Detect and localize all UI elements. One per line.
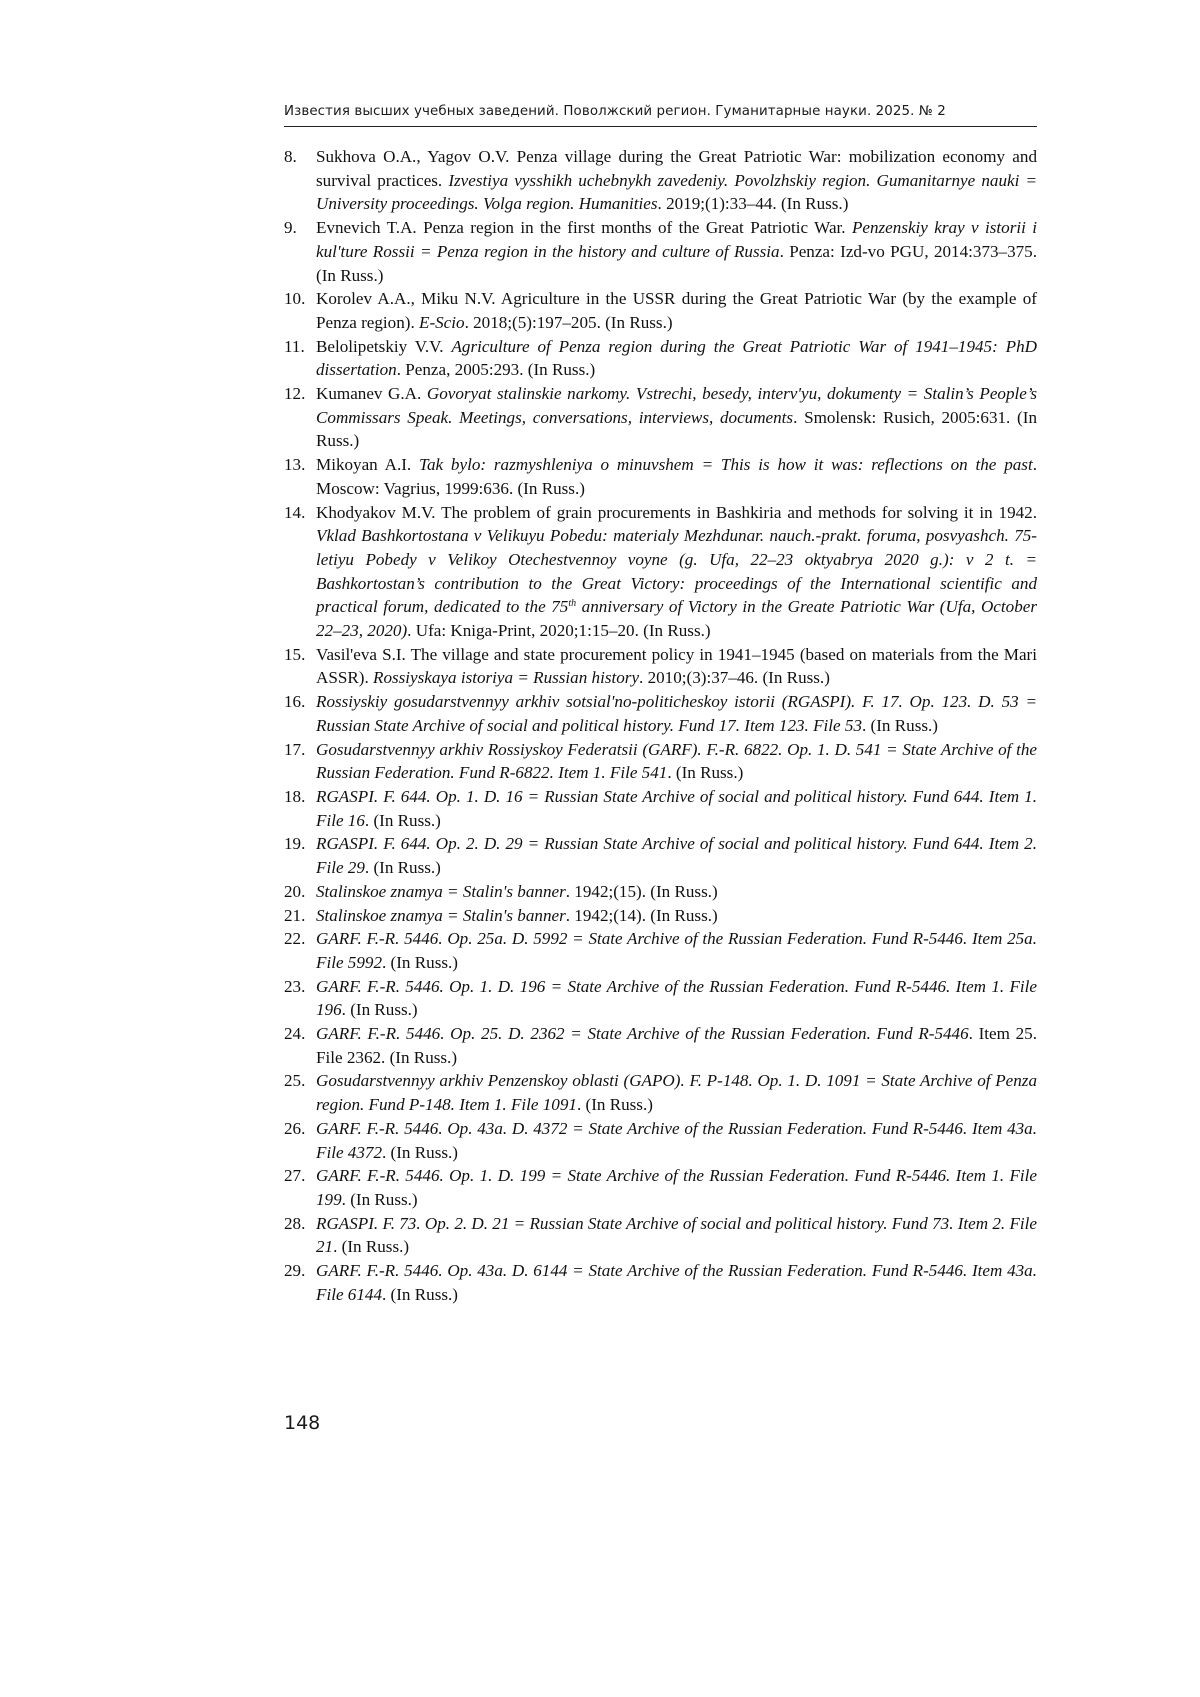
reference-italic-title: RGASPI. F. 73. Op. 2. D. 21 = Russian State Archive of social and political history. Fund 73. Item 2. File 21: [316, 1213, 1038, 1257]
reference-plain-text: . 1942;(14). (In Russ.): [565, 905, 718, 925]
reference-italic-title: RGASPI. F. 644. Op. 1. D. 16 = Russian State Archive of social and political history. Fund 644. Item 1. File 16: [316, 786, 1037, 830]
reference-plain-text: . Penza: Izd-vo PGU, 2014:373–375. (In Russ.): [316, 241, 1037, 285]
reference-italic-title: Gosudarstvennyy arkhiv Penzenskoy oblasti (GAPO). F. P-148. Op. 1. D. 1091 = State Archive of Penza region. Fund P-148. Item 1. File 1091: [316, 1071, 1037, 1115]
reference-number: 15.: [284, 644, 306, 664]
reference-italic-title: Vklad Bashkortostana v Velikuyu Pobedu: materialy Mezhdunar. nauch.-prakt. foruma, posvyashch. 75-letiyu Pobedy v Velikoy Otechestvennoy voyne (g. Ufa, 22–23 oktyabrya 2020 g.): v 2 t. = Bashkortostan’s contribution to the Great Victory: proceedings of the International scientific and practical forum, dedicated to the 75: [316, 526, 1037, 617]
reference-plain-text: . 2018;(5):197–205. (In Russ.): [464, 312, 673, 332]
reference-italic-title: Penzenskiy kray v istorii i kul'ture Rossii = Penza region in the history and culture of Russia: [316, 218, 1037, 261]
reference-number: 23.: [284, 976, 306, 996]
reference-plain-text: Mikoyan A.I.: [316, 455, 420, 475]
reference-italic-title: GARF. F.-R. 5446. Op. 1. D. 196 = State Archive of the Russian Federation. Fund R-5446. Item 1. File 196: [316, 976, 1037, 1020]
reference-text: [316, 1261, 1037, 1304]
reference-number: 17.: [284, 739, 306, 759]
reference-item: [284, 1164, 1037, 1211]
page-number: 148: [284, 1412, 321, 1434]
reference-text: [316, 384, 1037, 450]
reference-number: 22.: [284, 929, 306, 949]
reference-plain-text: . (In Russ.): [862, 715, 938, 735]
reference-number: 14.: [284, 502, 306, 522]
reference-italic-title: Agriculture of Penza region during the Great Patriotic War of 1941–1945: PhD dissertation: [316, 336, 1037, 380]
reference-text: [316, 787, 1037, 830]
reference-text: [316, 977, 1037, 1020]
reference-item: [284, 335, 1037, 382]
reference-plain-text: . (In Russ.): [382, 1142, 458, 1162]
reference-plain-text: Khodyakov M.V. The problem of grain procurements in Bashkiria and methods for solving it in 1942.: [316, 502, 1037, 522]
reference-italic-title: RGASPI. F. 644. Op. 2. D. 29 = Russian State Archive of social and political history. Fund 644. Item 2. File 29: [316, 834, 1037, 878]
reference-italic-title: Stalinskoe znamya = Stalin's banner: [316, 905, 566, 925]
reference-text: [316, 503, 1037, 641]
reference-plain-text: . (In Russ.): [341, 1189, 418, 1209]
reference-text: [316, 882, 718, 901]
reference-number: 18.: [284, 786, 306, 806]
reference-italic-title: E-Scio: [419, 312, 465, 332]
reference-item: [284, 216, 1037, 287]
reference-text: [316, 455, 1037, 498]
reference-italic-title: Govoryat stalinskie narkomy. Vstrechi, besedy, interv'yu, dokumenty = Stalin’s People’s Commissars Speak. Meetings, conversations, interviews, documents: [316, 384, 1037, 427]
reference-number: 20.: [284, 881, 306, 901]
running-header: Известия высших учебных заведений. Поволжский регион. Гуманитарные науки. 2025. № 2: [284, 104, 946, 119]
reference-plain-text: . Ufa: Kniga-Print, 2020;1:15–20. (In Russ.): [407, 621, 711, 641]
reference-plain-text: . 2019;(1):33–44. (In Russ.): [657, 194, 849, 214]
reference-list: [284, 145, 1037, 1306]
reference-item: [284, 1212, 1037, 1259]
reference-plain-text: . Smolensk: Rusich, 2005:631. (In Russ.): [316, 407, 1037, 451]
reference-item: [284, 1259, 1037, 1306]
reference-plain-text: Sukhova O.A., Yagov O.V. Penza village during the Great Patriotic War: mobilization economy and survival practices.: [316, 147, 1037, 190]
reference-item: [284, 690, 1037, 737]
reference-plain-text: Vasil'eva S.I. The village and state procurement policy in 1941–1945 (based on materials from the Mari ASSR).: [316, 644, 1037, 688]
reference-text: [316, 692, 1037, 735]
reference-item: [284, 785, 1037, 832]
reference-item: [284, 1069, 1037, 1116]
reference-item: [284, 382, 1037, 453]
reference-superscript: th: [568, 598, 577, 610]
reference-number: 16.: [284, 692, 306, 712]
reference-number: 26.: [284, 1118, 306, 1138]
reference-item: [284, 501, 1037, 643]
reference-italic-title: Izvestiya vysshikh uchebnykh zavedeniy. Povolzhskiy region. Gumanitarnye nauki = University proceedings. Volga region. Humanities: [316, 170, 1037, 214]
reference-text: [316, 1166, 1037, 1209]
reference-plain-text: . (In Russ.): [341, 1000, 418, 1020]
reference-italic-title: Gosudarstvennyy arkhiv Rossiyskoy Federatsii (GARF). F.-R. 6822. Op. 1. D. 541 = State Archive of the Russian Federation. Fund R-6822. Item 1. File 541: [316, 739, 1037, 783]
reference-italic-title: GARF. F.-R. 5446. Op. 1. D. 199 = State Archive of the Russian Federation. Fund R-5446. Item 1. File 199: [316, 1166, 1037, 1209]
reference-plain-text: Korolev A.A., Miku N.V. Agriculture in the USSR during the Great Patriotic War (by the example of Penza region).: [316, 289, 1037, 332]
reference-text: [316, 1071, 1037, 1114]
reference-text: [316, 147, 1037, 213]
reference-item: [284, 453, 1037, 500]
reference-italic-title: anniversary of Victory in the Greate Patriotic War (Ufa, October 22–23, 2020): [316, 597, 1037, 641]
reference-plain-text: . (In Russ.): [576, 1095, 653, 1115]
header-divider: [284, 126, 1037, 127]
reference-plain-text: . (In Russ.): [364, 858, 441, 878]
reference-italic-title: GARF. F.-R. 5446. Op. 25. D. 2362 = State Archive of the Russian Federation. Fund R-5446: [316, 1024, 969, 1044]
reference-text: [316, 929, 1037, 972]
reference-number: 8.: [284, 147, 297, 166]
reference-item: [284, 145, 1037, 216]
reference-item: [284, 904, 1037, 928]
reference-text: [316, 834, 1037, 877]
reference-plain-text: . (In Russ.): [333, 1237, 410, 1257]
reference-number: 19.: [284, 834, 306, 854]
reference-number: 9.: [284, 218, 297, 238]
reference-plain-text: . Item 25. File 2362. (In Russ.): [316, 1024, 1037, 1067]
reference-item: [284, 927, 1037, 974]
reference-number: 12.: [284, 384, 306, 404]
reference-number: 21.: [284, 905, 306, 925]
reference-text: [316, 740, 1037, 783]
reference-item: [284, 287, 1037, 334]
reference-plain-text: Belolipetskiy V.V.: [316, 336, 452, 356]
reference-text: [316, 337, 1037, 380]
reference-item: [284, 832, 1037, 879]
reference-item: [284, 1117, 1037, 1164]
reference-number: 28.: [284, 1213, 306, 1233]
reference-item: [284, 738, 1037, 785]
reference-text: [316, 1024, 1037, 1067]
reference-plain-text: . Penza, 2005:293. (In Russ.): [396, 360, 596, 380]
reference-plain-text: . (In Russ.): [382, 1284, 458, 1304]
reference-number: 24.: [284, 1024, 306, 1044]
reference-italic-title: GARF. F.-R. 5446. Op. 43a. D. 4372 = State Archive of the Russian Federation. Fund R-5446. Item 43a. File 4372: [316, 1118, 1037, 1162]
reference-text: [316, 289, 1037, 332]
reference-plain-text: . 1942;(15). (In Russ.): [565, 881, 718, 901]
reference-plain-text: . (In Russ.): [382, 952, 458, 972]
reference-italic-title: Rossiyskiy gosudarstvennyy arkhiv sotsial'no-politicheskoy istorii (RGASPI). F. 17. Op. 123. D. 53 = Russian State Archive of social and political history. Fund 17. Item 123. File 53: [316, 692, 1037, 735]
reference-italic-title: Tak bylo: razmyshleniya o minuvshem = This is how it was: reflections on the past: [419, 455, 1033, 475]
reference-number: 10.: [284, 289, 306, 309]
reference-plain-text: . Moscow: Vagrius, 1999:636. (In Russ.): [316, 455, 1037, 498]
reference-text: [316, 645, 1037, 688]
reference-italic-title: GARF. F.-R. 5446. Op. 25a. D. 5992 = State Archive of the Russian Federation. Fund R-5446. Item 25a. File 5992: [316, 929, 1037, 972]
reference-item: [284, 643, 1037, 690]
reference-item: [284, 880, 1037, 904]
reference-plain-text: . (In Russ.): [667, 763, 744, 783]
reference-number: 29.: [284, 1261, 306, 1281]
reference-plain-text: . (In Russ.): [364, 810, 441, 830]
reference-item: [284, 1022, 1037, 1069]
reference-text: [316, 218, 1037, 284]
reference-plain-text: . 2010;(3):37–46. (In Russ.): [639, 668, 830, 688]
reference-text: [316, 1214, 1037, 1257]
reference-italic-title: GARF. F.-R. 5446. Op. 43a. D. 6144 = State Archive of the Russian Federation. Fund R-5446. Item 43a. File 6144: [316, 1261, 1037, 1304]
reference-text: [316, 906, 718, 925]
reference-plain-text: Kumanev G.A.: [316, 384, 427, 404]
reference-number: 27.: [284, 1166, 306, 1186]
reference-number: 25.: [284, 1071, 306, 1091]
reference-item: [284, 975, 1037, 1022]
reference-plain-text: Evnevich T.A. Penza region in the first months of the Great Patriotic War.: [316, 218, 852, 238]
reference-number: 11.: [284, 336, 305, 356]
reference-italic-title: Stalinskoe znamya = Stalin's banner: [316, 881, 566, 901]
reference-number: 13.: [284, 455, 306, 475]
reference-italic-title: Rossiyskaya istoriya = Russian history: [373, 668, 640, 688]
reference-text: [316, 1119, 1037, 1162]
